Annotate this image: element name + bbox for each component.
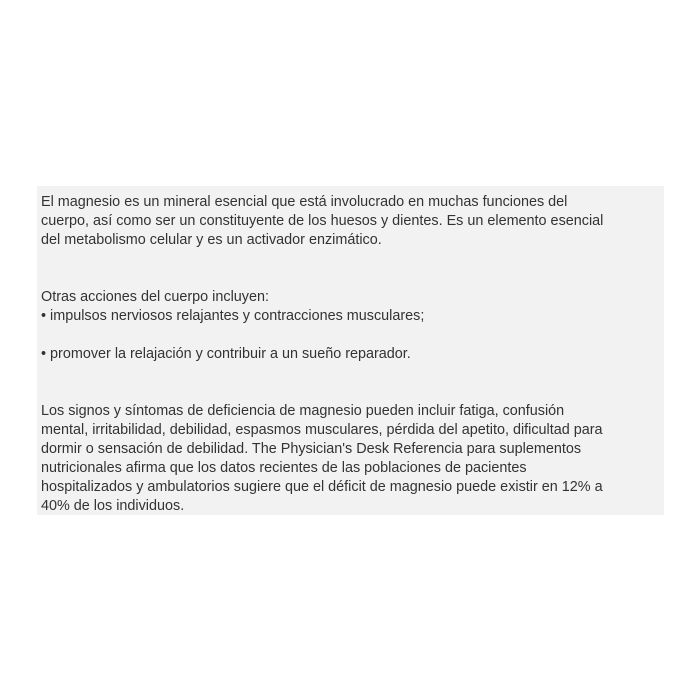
deficiency-line: hospitalizados y ambulatorios sugiere que el déficit de magnesio puede existir en 12% a (41, 479, 603, 495)
bullet-item: • promover la relajación y contribuir a un sueño reparador. (41, 346, 411, 362)
deficiency-line: dormir o sensación de debilidad. The Physician's Desk Referencia para suplementos (41, 441, 582, 457)
deficiency-line: 40% de los individuos. (41, 498, 185, 514)
intro-paragraph (41, 193, 660, 250)
bullet-paragraph (41, 345, 660, 364)
deficiency-paragraph (41, 402, 660, 516)
deficiency-line: Los signos y síntomas de deficiencia de magnesio pueden incluir fatiga, confusión (41, 403, 565, 419)
spacer (41, 250, 660, 288)
actions-paragraph (41, 288, 660, 326)
bullet-item: • impulsos nerviosos relajantes y contracciones musculares; (41, 308, 425, 324)
deficiency-line: mental, irritabilidad, debilidad, espasmos musculares, pérdida del apetito, dificultad para (41, 422, 603, 438)
intro-line: El magnesio es un mineral esencial que está involucrado en muchas funciones del (41, 194, 568, 210)
actions-heading: Otras acciones del cuerpo incluyen: (41, 289, 269, 305)
spacer (41, 326, 660, 345)
intro-line: cuerpo, así como ser un constituyente de los huesos y dientes. Es un elemento esencial (41, 213, 604, 229)
deficiency-line: nutricionales afirma que los datos recientes de las poblaciones de pacientes (41, 460, 527, 476)
description-panel (37, 186, 664, 515)
intro-line: del metabolismo celular y es un activador enzimático. (41, 232, 382, 248)
spacer (41, 364, 660, 402)
